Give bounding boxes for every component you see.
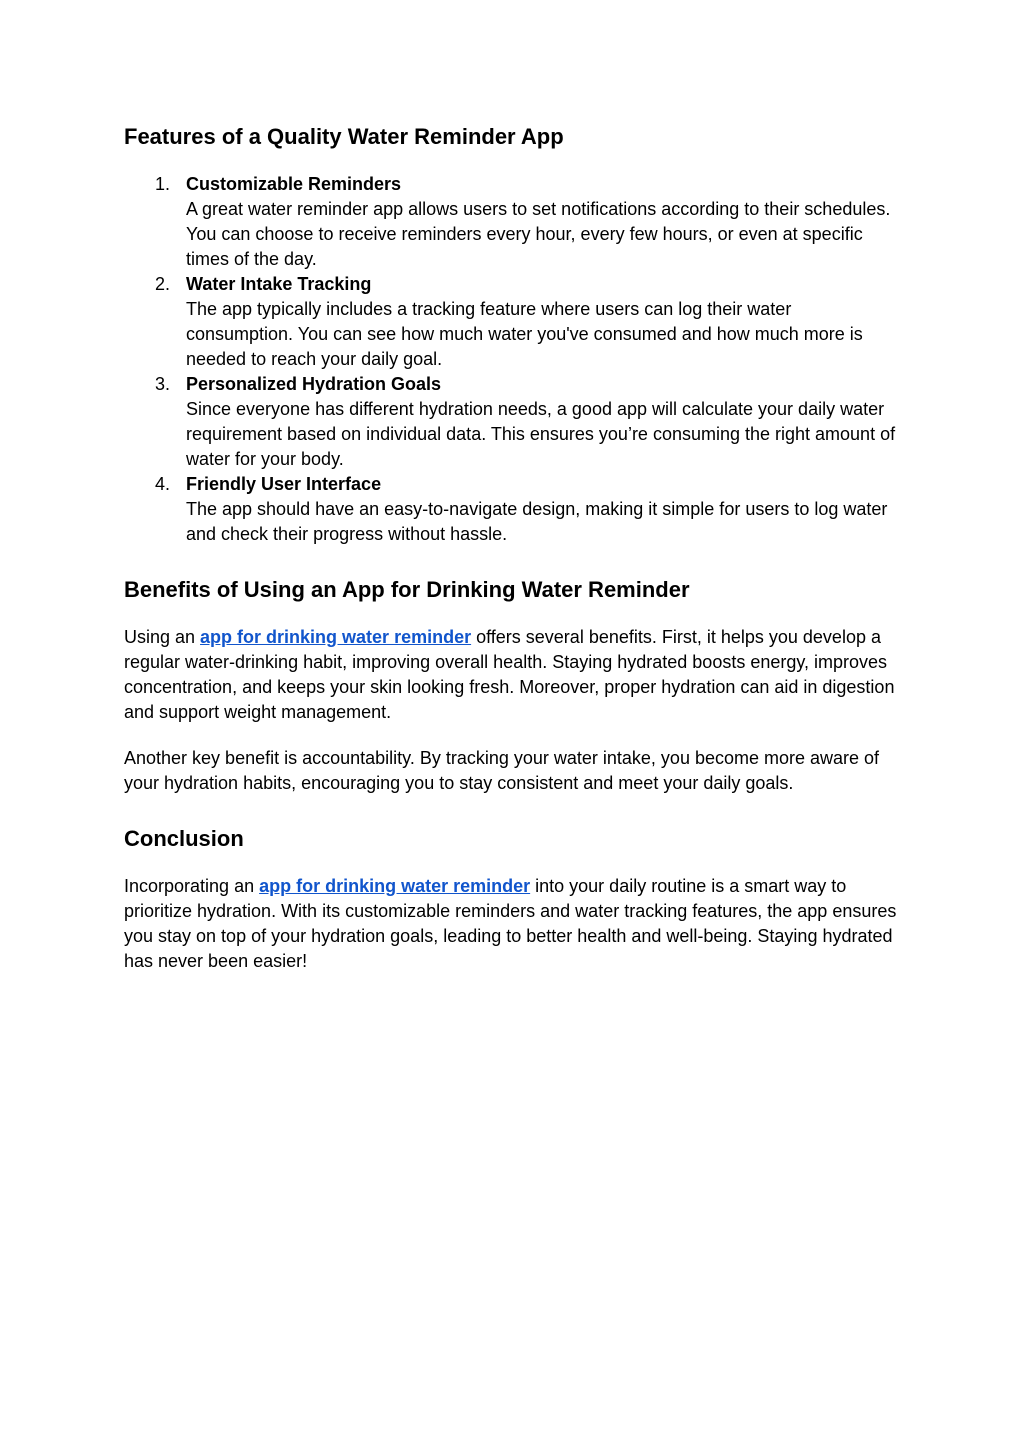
list-item bbox=[124, 272, 900, 372]
list-item bbox=[124, 472, 900, 547]
list-item-title: Water Intake Tracking bbox=[186, 274, 372, 294]
list-item bbox=[124, 372, 900, 472]
list-item-text: Since everyone has different hydration needs, a good app will calculate your daily water requirement based on individual data. This ensures you’re consuming the right amount of water for your body. bbox=[186, 399, 896, 469]
list-item-text: The app typically includes a tracking feature where users can log their water consumption. You can see how much water you've consumed and how much more is needed to reach your daily goal. bbox=[186, 299, 863, 369]
list-item-title: Friendly User Interface bbox=[186, 474, 382, 494]
app-link-benefits[interactable]: app for drinking water reminder bbox=[200, 627, 472, 647]
benefits-paragraph-2: Another key benefit is accountability. By tracking your water intake, you become more aware of your hydration habits, encouraging you to stay consistent and meet your daily goals. bbox=[124, 748, 880, 793]
features-heading: Features of a Quality Water Reminder App bbox=[124, 124, 564, 149]
benefits-p1-text-before: Using an bbox=[124, 627, 201, 647]
list-item-text: The app should have an easy-to-navigate design, making it simple for users to log water and check their progress without hassle. bbox=[186, 499, 888, 544]
conclusion-text-after: into your daily routine is a smart way to prioritize hydration. With its customizable reminders and water tracking features, the app ensures you stay on top of your hydration goals, leading to better health and well-being. Staying hydrated has never been easier! bbox=[124, 876, 897, 971]
list-item bbox=[124, 172, 900, 272]
list-item-title: Customizable Reminders bbox=[186, 174, 402, 194]
list-item-number: 4. bbox=[155, 474, 171, 494]
conclusion-paragraph bbox=[124, 874, 900, 974]
list-item-number: 1. bbox=[155, 174, 171, 194]
app-link-conclusion[interactable]: app for drinking water reminder bbox=[259, 876, 531, 896]
features-list bbox=[124, 172, 900, 547]
list-item-number: 3. bbox=[155, 374, 171, 394]
list-item-number: 2. bbox=[155, 274, 171, 294]
list-item-text: A great water reminder app allows users to set notifications according to their schedules. You can choose to receive reminders every hour, every few hours, or even at specific times of the day. bbox=[186, 199, 891, 269]
benefits-paragraph-1 bbox=[124, 625, 900, 725]
benefits-heading: Benefits of Using an App for Drinking Water Reminder bbox=[124, 577, 690, 602]
conclusion-heading: Conclusion bbox=[124, 826, 244, 851]
benefits-p1-text-after: offers several benefits. First, it helps you develop a regular water-drinking habit, improving overall health. Staying hydrated boosts energy, improves concentration, and keeps your skin looking fresh. Moreover, proper hydration can aid in digestion and support weight management. bbox=[124, 627, 895, 722]
list-item-title: Personalized Hydration Goals bbox=[186, 374, 442, 394]
conclusion-text-before: Incorporating an bbox=[124, 876, 260, 896]
